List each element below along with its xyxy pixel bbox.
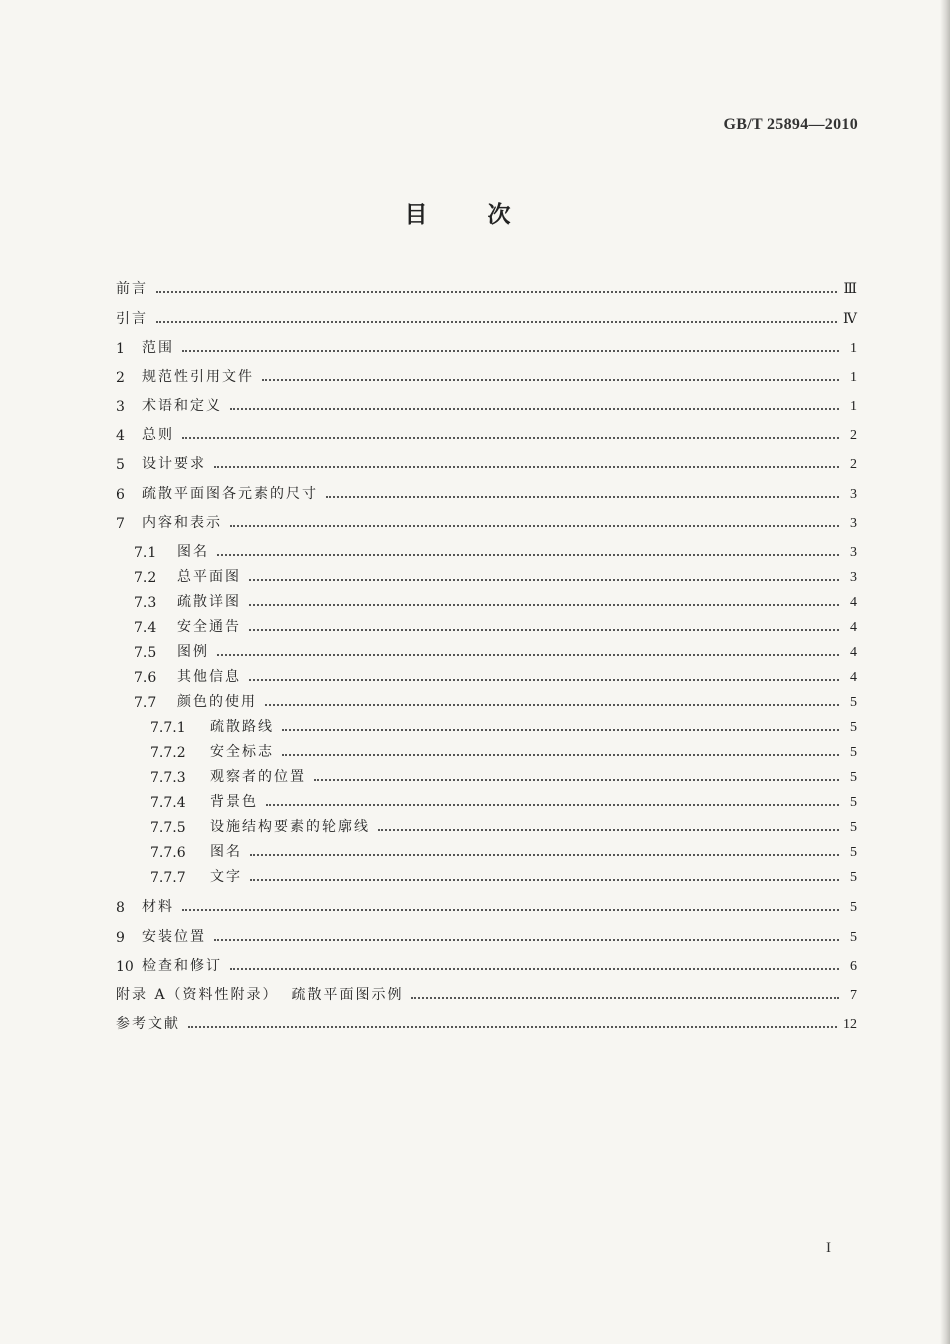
toc-leader-dots xyxy=(411,995,839,999)
toc-entry[interactable] xyxy=(116,637,857,661)
toc-entry-page: 1 xyxy=(850,341,857,356)
toc-leader-dots xyxy=(230,406,839,410)
toc-entry-page: 4 xyxy=(850,645,857,660)
toc-entry-label: 疏散路线 xyxy=(210,719,274,735)
toc-leader-dots xyxy=(250,852,839,856)
toc-entry-number: 2 xyxy=(116,370,125,386)
toc-entry[interactable] xyxy=(116,391,857,415)
toc-leader-dots xyxy=(282,727,839,731)
toc-entry-label: 规范性引用文件 xyxy=(142,369,254,385)
toc-leader-dots xyxy=(314,777,839,781)
toc-entry[interactable] xyxy=(116,537,857,561)
toc-entry-label: 设施结构要素的轮廓线 xyxy=(210,819,370,835)
toc-entry-label: 文字 xyxy=(210,869,242,885)
toc-leader-dots xyxy=(214,937,839,941)
toc-entry-number: 10 xyxy=(116,959,134,975)
toc-entry-number: 7.4 xyxy=(134,620,157,636)
toc-entry[interactable] xyxy=(116,737,857,761)
toc-entry-label: 图名 xyxy=(177,544,209,560)
toc-entry[interactable] xyxy=(116,837,857,861)
toc-entry-label: 内容和表示 xyxy=(142,515,222,531)
toc-entry-number: 5 xyxy=(116,457,125,473)
toc-entry[interactable] xyxy=(116,420,857,444)
toc-entry-label: 背景色 xyxy=(210,794,258,810)
toc-entry[interactable] xyxy=(116,862,857,886)
page-number: I xyxy=(826,1240,831,1256)
toc-entry-page: 3 xyxy=(850,570,857,585)
toc-leader-dots xyxy=(249,577,839,581)
toc-entry-label: 观察者的位置 xyxy=(210,769,306,785)
toc-entry-number: 7.7.5 xyxy=(150,820,186,836)
toc-entry-page: 5 xyxy=(850,695,857,710)
toc-leader-dots xyxy=(182,435,839,439)
toc-entry-label: 材料 xyxy=(142,899,174,915)
toc-entry[interactable] xyxy=(116,812,857,836)
toc-entry-label: 总则 xyxy=(142,427,174,443)
toc-leader-dots xyxy=(249,602,839,606)
toc-entry-page: 1 xyxy=(850,370,857,385)
toc-entry[interactable] xyxy=(116,449,857,473)
toc-entry-number: 6 xyxy=(116,487,125,503)
toc-entry-number: 7.6 xyxy=(134,670,157,686)
toc-leader-dots xyxy=(265,702,839,706)
toc-entry-label: 安装位置 xyxy=(142,929,206,945)
toc-entry-page: 5 xyxy=(850,795,857,810)
toc-entry[interactable] xyxy=(116,892,857,916)
toc-entry[interactable] xyxy=(116,787,857,811)
toc-entry-label: 引言 xyxy=(116,311,148,327)
toc-entry-page: 5 xyxy=(850,745,857,760)
toc-entry[interactable] xyxy=(116,687,857,711)
toc-entry-page: 6 xyxy=(850,959,857,974)
toc-entry-page: 5 xyxy=(850,930,857,945)
toc-entry[interactable] xyxy=(116,712,857,736)
toc-entry-number: 7.1 xyxy=(134,545,157,561)
toc-entry-number: 7.7.4 xyxy=(150,795,186,811)
toc-entry-label: 疏散平面图各元素的尺寸 xyxy=(142,486,318,502)
toc-leader-dots xyxy=(378,827,839,831)
toc-entry-page: 5 xyxy=(850,870,857,885)
toc-entry-page: 5 xyxy=(850,845,857,860)
toc-leader-dots xyxy=(156,319,837,323)
toc-entry[interactable] xyxy=(116,304,857,328)
toc-entry[interactable] xyxy=(116,980,857,1004)
toc-entry-label: 疏散详图 xyxy=(177,594,241,610)
toc-entry[interactable] xyxy=(116,274,857,298)
toc-leader-dots xyxy=(182,348,839,352)
toc-entry[interactable] xyxy=(116,362,857,386)
toc-entry-page: 12 xyxy=(843,1017,857,1032)
toc-entry[interactable] xyxy=(116,587,857,611)
toc-entry-page: 4 xyxy=(850,620,857,635)
toc-entry-page: Ⅲ xyxy=(843,282,857,297)
toc-leader-dots xyxy=(217,652,839,656)
toc-entry-page: 1 xyxy=(850,399,857,414)
toc-entry-number: 7.7.7 xyxy=(150,870,186,886)
toc-entry-label: 术语和定义 xyxy=(142,398,222,414)
toc-entry-page: 4 xyxy=(850,670,857,685)
toc-leader-dots xyxy=(249,677,839,681)
toc-entry-label: 其他信息 xyxy=(177,669,241,685)
toc-entry-page: 5 xyxy=(850,720,857,735)
toc-entry-number: 7.7.6 xyxy=(150,845,186,861)
toc-entry-page: 5 xyxy=(850,820,857,835)
toc-leader-dots xyxy=(326,494,839,498)
toc-entry-number: 7.7 xyxy=(134,695,157,711)
toc-entry-label: 参考文献 xyxy=(116,1016,180,1032)
toc-entry[interactable] xyxy=(116,333,857,357)
toc-entry-page: Ⅳ xyxy=(843,312,857,327)
toc-leader-dots xyxy=(188,1024,837,1028)
toc-entry-number: 7.5 xyxy=(134,645,157,661)
toc-leader-dots xyxy=(266,802,839,806)
toc-entry-page: 3 xyxy=(850,487,857,502)
toc-entry-number: 7.7.3 xyxy=(150,770,186,786)
toc-entry-number: 7.2 xyxy=(134,570,157,586)
toc-leader-dots xyxy=(249,627,839,631)
toc-entry[interactable] xyxy=(116,662,857,686)
toc-entry[interactable] xyxy=(116,951,857,975)
toc-entry-number: 7.7.1 xyxy=(150,720,186,736)
toc-entry-label: 安全标志 xyxy=(210,744,274,760)
toc-leader-dots xyxy=(156,289,837,293)
toc-entry-label: 总平面图 xyxy=(177,569,241,585)
toc-entry-number: 1 xyxy=(116,341,125,357)
toc-entry-number: 4 xyxy=(116,428,125,444)
toc-leader-dots xyxy=(214,464,839,468)
toc-entry-page: 4 xyxy=(850,595,857,610)
toc-leader-dots xyxy=(182,907,839,911)
toc-entry[interactable] xyxy=(116,762,857,786)
toc-title: 目次 xyxy=(404,201,571,228)
toc-entry-number: 7.3 xyxy=(134,595,157,611)
toc-leader-dots xyxy=(230,523,839,527)
toc-entry-label: 颜色的使用 xyxy=(177,694,257,710)
toc-entry[interactable] xyxy=(116,1009,857,1033)
toc-entry[interactable] xyxy=(116,612,857,636)
toc-entry-number: 3 xyxy=(116,399,125,415)
toc-entry-page: 2 xyxy=(850,457,857,472)
toc-entry[interactable] xyxy=(116,508,857,532)
toc-entry[interactable] xyxy=(116,922,857,946)
toc-entry-label: 检查和修订 xyxy=(142,958,222,974)
toc-entry-page: 3 xyxy=(850,516,857,531)
toc-entry-number: 8 xyxy=(116,900,125,916)
toc-entry-label: 设计要求 xyxy=(142,456,206,472)
standard-number: GB/T 25894—2010 xyxy=(723,116,858,133)
toc-entry-page: 2 xyxy=(850,428,857,443)
toc-entry-page: 5 xyxy=(850,900,857,915)
toc-leader-dots xyxy=(217,552,839,556)
toc-entry-page: 7 xyxy=(850,988,857,1003)
toc-entry-label: 图名 xyxy=(210,844,242,860)
toc-leader-dots xyxy=(250,877,839,881)
toc-entry-page: 5 xyxy=(850,770,857,785)
toc-entry-label: 图例 xyxy=(177,644,209,660)
toc-entry-label: 安全通告 xyxy=(177,619,241,635)
toc-entry-page: 3 xyxy=(850,545,857,560)
toc-entry-number: 7.7.2 xyxy=(150,745,186,761)
toc-leader-dots xyxy=(230,966,839,970)
toc-leader-dots xyxy=(262,377,839,381)
toc-entry-label: 附录 A（资料性附录） 疏散平面图示例 xyxy=(116,987,404,1003)
toc-entry-label: 范围 xyxy=(142,340,174,356)
toc-entry-number: 9 xyxy=(116,930,125,946)
toc-entry[interactable] xyxy=(116,479,857,503)
toc-entry[interactable] xyxy=(116,562,857,586)
toc-entry-number: 7 xyxy=(116,516,125,532)
toc-leader-dots xyxy=(282,752,839,756)
toc-entry-label: 前言 xyxy=(116,281,148,297)
